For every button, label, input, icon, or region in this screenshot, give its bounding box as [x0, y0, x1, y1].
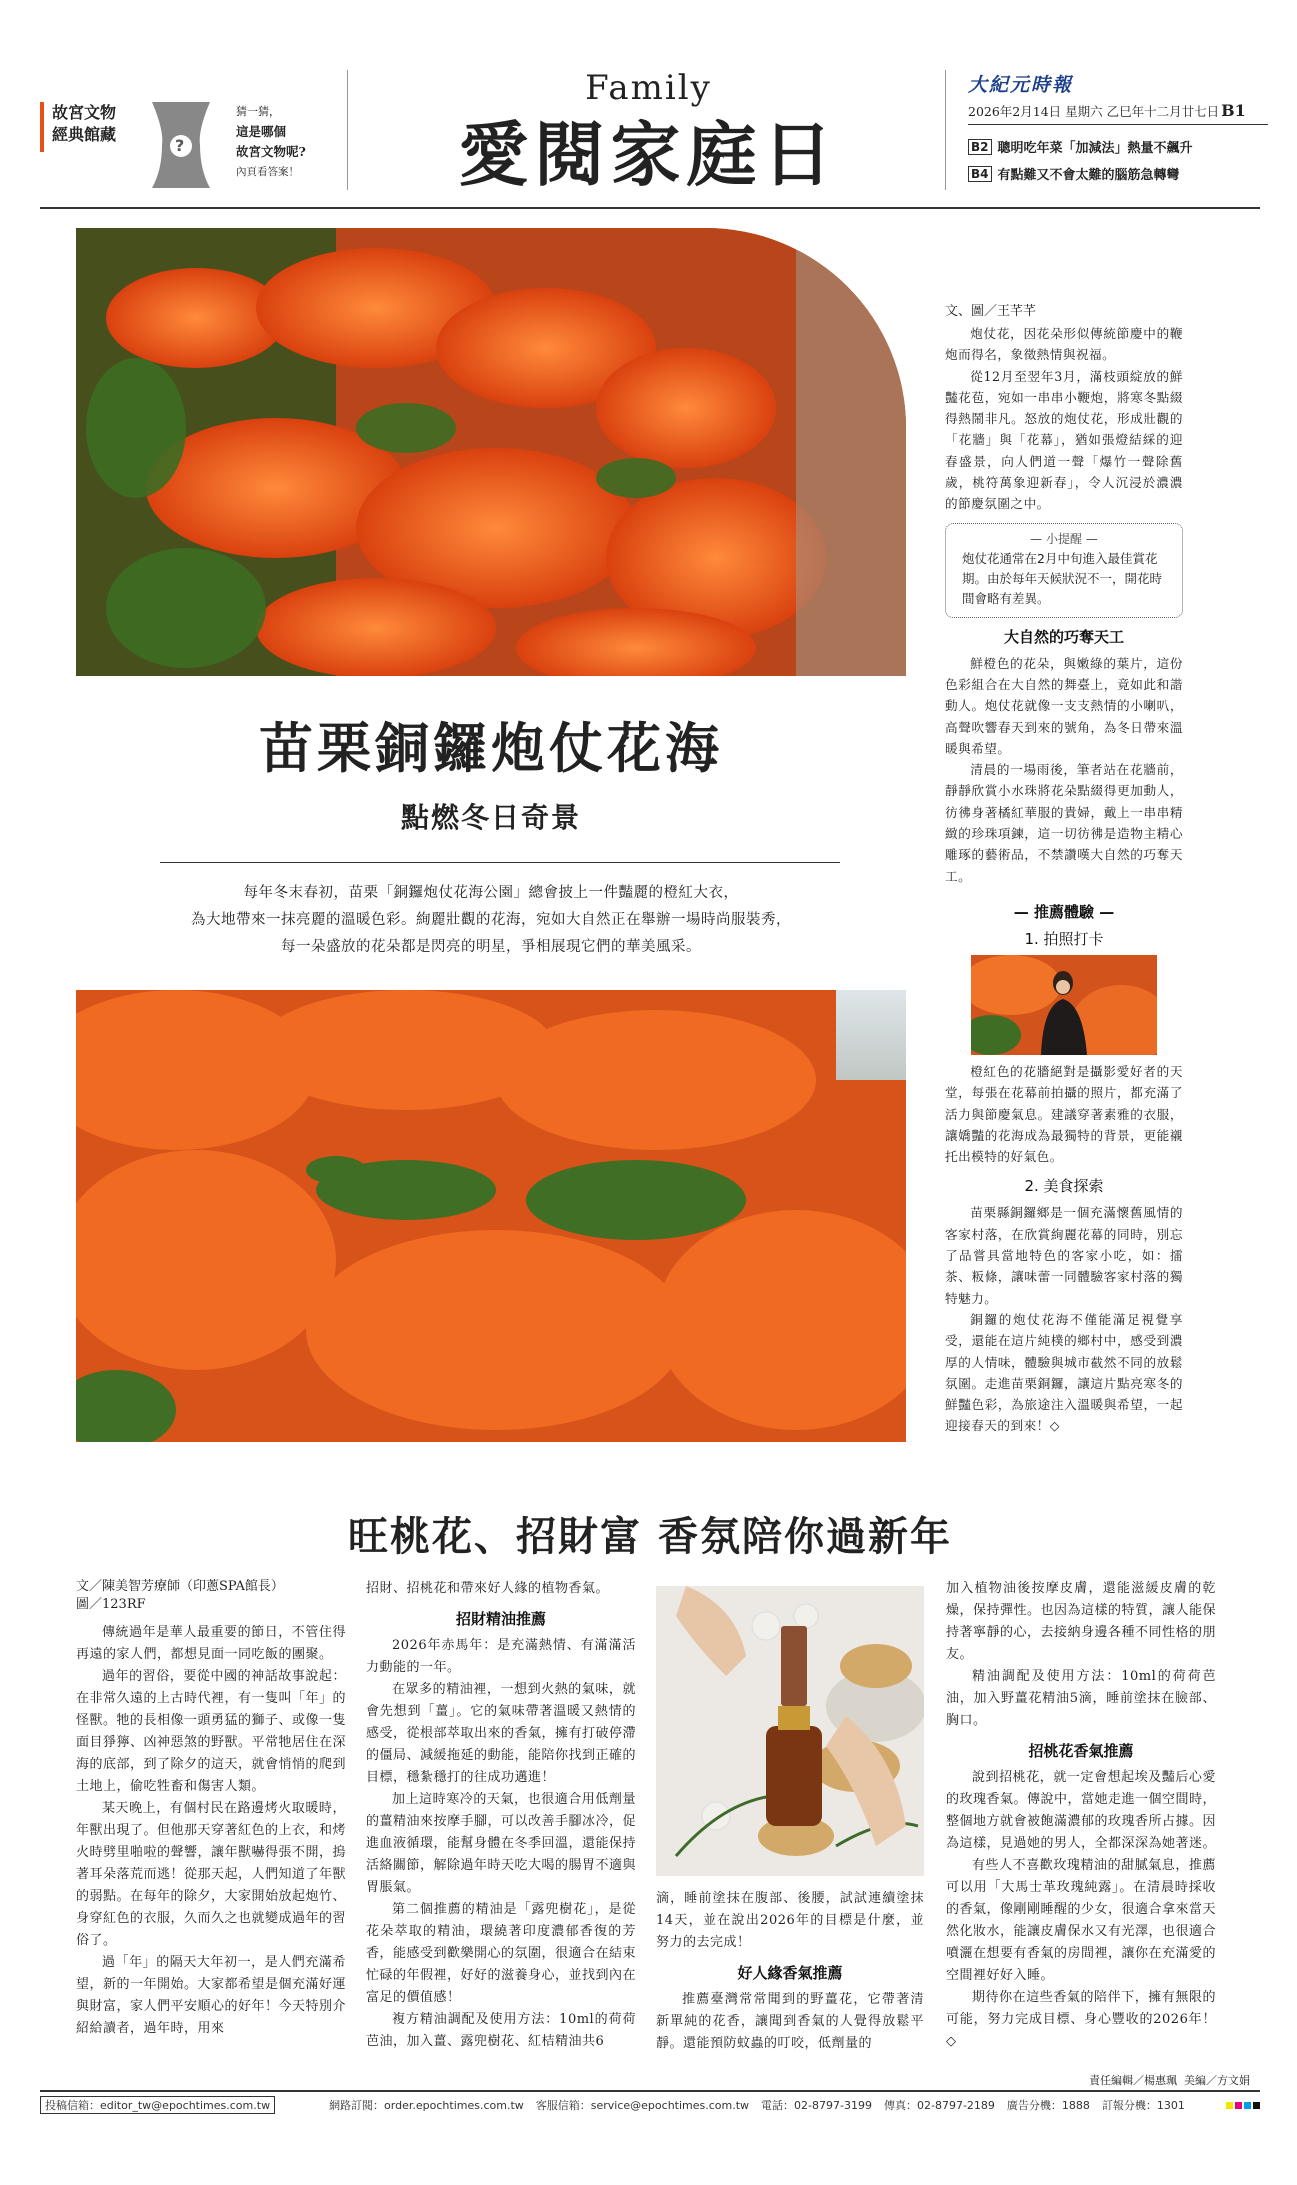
feature-lead: 每年冬末春初，苗栗「銅鑼炮仗花海公園」總會披上一件豔麗的橙紅大衣， 為大地帶來一抹亮麗的溫暖色彩。絢麗壯觀的花海，宛如大自然正在舉辦一場時尚服裝秀， 每一朵盛放的花朵都是閃亮的明星，爭相展現它們的華美風采。 [191, 885, 791, 955]
contact-email[interactable]: 投稿信箱：editor_tw@epochtimes.com.tw [40, 2096, 275, 2114]
paper-name: 大紀元時報 [968, 74, 1074, 96]
order-url[interactable]: 網路訂閱：order.epochtimes.com.tw [329, 2099, 524, 2112]
question-mark: ? [175, 136, 185, 155]
essential-oil-photo [656, 1586, 924, 1876]
recommend-heading: — 推薦體驗 — [1013, 902, 1115, 921]
puzzle-title: 故宮文物 經典館藏 [52, 103, 117, 144]
portrait-photo [971, 955, 1157, 1055]
tip-text: 炮仗花通常在2月中旬進入最佳賞花期。由於每年天候狀況不一，開花時間會略有差異。 [962, 550, 1163, 606]
feature-title-rule [160, 862, 840, 863]
section-title-zh: 愛閱家庭日 [458, 113, 839, 196]
service-email[interactable]: 客服信箱：service@epochtimes.com.tw [535, 2099, 750, 2112]
feature-byline: 文、圖／王芊芊 [945, 304, 1037, 319]
sub-ext: 訂報分機：1301 [1101, 2099, 1185, 2112]
article2-col2: 招財、招桃花和帶來好人緣的植物香氣。 招財精油推薦 2026年赤馬年：是充滿熱情、有滿滿活力動能的一年。 在眾多的精油裡，一想到火熱的氣味，就會先想到「薑」。它的氣味帶著溫暖又熱情的感受，從根部萃取出來的香氣，擁有打破停滯的僵局、減緩拖延的動能，能陪你找到正確的目標，穩紮穩打的往成功邁進！ 加上這時寒冷的天氣，也很適合用低劑量的薑精油來按摩手腳，可以改善手腳冰冷，促進血液循環，能幫身體在冬季回溫，還能保持活絡關節，解除過年時天吃大喝的腸胃不適與胃脹氣。 第二個推薦的精油是「露兜樹花」，是從花朵萃取的精油，環繞著印度濃郁香復的芳香，能感受到歡樂開心的氛圍，很適合在結束忙碌的年假裡，好好的滋養身心，並找到內在富足的價值感！ 複方精油調配及使用方法：10ml的荷荷芭油，加入薑、露兜樹花、紅桔精油共6 [366, 1581, 637, 2049]
issue-date: 2026年2月14日 星期六 乙巳年十二月廿七日 B1 [968, 101, 1268, 125]
recommend-food-heading: 2. 美食探索 [1024, 1177, 1104, 1196]
puzzle-hint: 猜一猜， 這是哪個 故宮文物呢? 內頁看答案！ [236, 105, 306, 178]
puzzle-block [40, 62, 340, 192]
section-heading-nature: 大自然的巧奪天工 [1003, 627, 1124, 646]
footer-editors: 責任編輯／楊惠珮 美編／方文娟 [1089, 2074, 1250, 2087]
article2-title: 旺桃花、招財富 香氛陪你過新年 [348, 1513, 952, 1560]
header-rule [40, 207, 1260, 209]
article2-col3: 滴，睡前塗抹在腹部、後腰，試試連續塗抹14天，並在說出2026年的目標是什麼，並努力的去完成！ 好人緣香氣推薦 推薦臺灣常常聞到的野薑花，它帶著清新單純的花香，讓聞到香氣的人覺得放鬆平靜。還能預防蚊蟲的叮咬，低劑量的 [656, 1891, 924, 2051]
color-registration-marks [1226, 2102, 1260, 2109]
recommend-photo-heading: 1. 拍照打卡 [1024, 929, 1104, 948]
article2-col4: 加入植物油後按摩皮膚，還能滋緩皮膚的乾燥，保持彈性。也因為這樣的特質，讓人能保持著寧靜的心，去接納身邊各種不同性格的朋友。 精油調配及使用方法：10ml的荷荷芭油，加入野薑花精油5滴，睡前塗抹在臉部、胸口。 招桃花香氣推薦 說到招桃花，就一定會想起埃及豔后心愛的玫瑰香氣。傳說中，當她走進一個空間時，整個地方就會被飽滿濃郁的玫瑰香所占據。因為這樣，見過她的男人，全都深深為她著迷。 有些人不喜歡玫瑰精油的甜膩氣息，推薦可以用「大馬士革玫瑰純露」。在清晨時採收的香氣，像剛剛睡醒的少女，很適合拿來當天然化妝水，能讓皮膚保水又有光澤，也很適合噴灑在想要有香氣的房間裡，讓你在充滿愛的空間裡好好入睡。 期待你在這些香氣的陪伴下，擁有無限的可能，努力完成目標、身心豐收的2026年！◇ [946, 1581, 1217, 2049]
flower-wall-photo-top [76, 228, 906, 676]
header-divider-right [945, 70, 946, 190]
header-divider-left [347, 70, 348, 190]
footer-rule [40, 2090, 1260, 2092]
section-title-en: Family [585, 68, 712, 108]
tip-box [945, 523, 1183, 618]
tip-title: — 小提醒 — [1030, 531, 1098, 546]
ad-ext: 廣告分機：1888 [1006, 2099, 1090, 2112]
flower-cluster-graphic [76, 228, 906, 676]
footer-contact-bar [40, 2096, 1260, 2114]
toc-item-b4[interactable]: B4 有點難又不會太難的腦筋急轉彎 [968, 164, 1268, 183]
puzzle-bar [40, 102, 44, 152]
feature-subtitle: 點燃冬日奇景 [400, 801, 581, 834]
flower-wall-photo-bottom [76, 990, 906, 1442]
header-right [968, 70, 1268, 183]
article2-byline: 文／陳美智芳療師（印蔥SPA館長） 圖／123RF [76, 1579, 284, 1612]
heading-wealth-oil: 招財精油推薦 [455, 1610, 546, 1628]
flower-field-graphic [76, 990, 906, 1442]
vase-icon [148, 100, 214, 190]
feature-title: 苗栗銅鑼炮仗花海 [259, 716, 723, 780]
feature-right-column: 文、圖／王芊芊 炮仗花，因花朵形似傳統節慶中的鞭炮而得名，象徵熱情與祝福。 從12月至翌年3月，滿枝頭綻放的鮮豔花苞，宛如一串串小鞭炮，將寒冬點綴得熱鬧非凡。怒放的炮仗花，形成壯觀的「花牆」與「花幕」，猶如張燈結綵的迎春盛景，向人們道一聲「爆竹一聲除舊歲，桃符萬象迎新春」，令人沉浸於濃濃的節慶氛圍之中。 — 小提醒 — 炮仗花通常在2月中旬進入最佳賞花期。由於每年天候狀況不一，開花時間會略有差異。 大自然的巧奪天工 鮮橙色的花朵，與嫩綠的葉片，這份色彩組合在大自然的舞臺上，竟如此和諧動人。炮仗花就像一支支熱情的小喇叭，高聲吹響春天到來的號角，為冬日帶來溫暖與希望。 清晨的一場雨後，筆者站在花牆前，靜靜欣賞小水珠將花朵點綴得更加動人，彷彿身著橘紅華服的貴婦，戴上一串串精緻的珍珠項鍊，這一切彷彿是造物主精心雕琢的藝術品，不禁讚嘆大自然的巧奪天工。 — 推薦體驗 — 1. 拍照打卡 橙紅色的花牆絕對是攝影愛好者的天堂，每張在花幕前拍攝的照片，都充滿了活力與節慶氣息。建議穿著素雅的衣服，讓嬌豔的花海成為最獨特的背景，更能襯托出模特的好氣色。 2. 美食探索 苗栗縣銅鑼鄉是一個充滿懷舊風情的客家村落，在欣賞絢麗花幕的同時，別忘了品嘗具當地特色的客家小吃，如：擂茶、粄條，讓味蕾一同體驗客家村落的獨特魅力。 銅鑼的炮仗花海不僅能滿足視覺享受，還能在這片純樸的鄉村中，感受到濃厚的人情味，體驗與城市截然不同的放鬆氛圍。走進苗栗銅鑼，讓這片點亮寒冬的鮮豔色彩，為旅途注入溫暖與希望，一起迎接春天的到來！◇ [945, 300, 1183, 1437]
article2-col1: 文／陳美智芳療師（印蔥SPA館長） 圖／123RF 傳統過年是華人最重要的節日，不管住得再遠的家人們，都想見面一同吃飯的團聚。 過年的習俗，要從中國的神話故事說起：在非常久遠的上古時代裡，有一隻叫「年」的怪獸。牠的長相像一頭勇猛的獅子、或像一隻面目猙獰、凶神惡煞的野獸。平常牠居住在深海的底部，到了除夕的這天，就會悄悄的爬到土地上，偷吃牲畜和傷害人類。 某天晚上，有個村民在路邊烤火取暖時，年獸出現了。但他那天穿著紅色的上衣，和烤火時劈里啪啦的聲響，讓年獸嚇得張不開，摀著耳朵落荒而逃！從那天起，人們知道了年獸的弱點。在每年的除夕，大家開始放起炮竹、身穿紅色的衣服，久而久之也就變成過年的習俗了。 過「年」的隔天大年初一，是人們充滿希望，新的一年開始。大家都希望是個充滿好運與財富，家人們平安順心的好年！今天特別介紹給讀者，過年時，用來 [76, 1579, 347, 2036]
phone: 電話：02-8797-3199 [761, 2099, 872, 2112]
heading-popularity-scent: 好人緣香氣推薦 [737, 1964, 843, 1982]
toc-item-b2[interactable]: B2 聰明吃年菜「加減法」熱量不飆升 [968, 137, 1268, 156]
fax: 傳真：02-8797-2189 [883, 2099, 995, 2112]
heading-romance-scent: 招桃花香氣推薦 [1028, 1742, 1134, 1760]
